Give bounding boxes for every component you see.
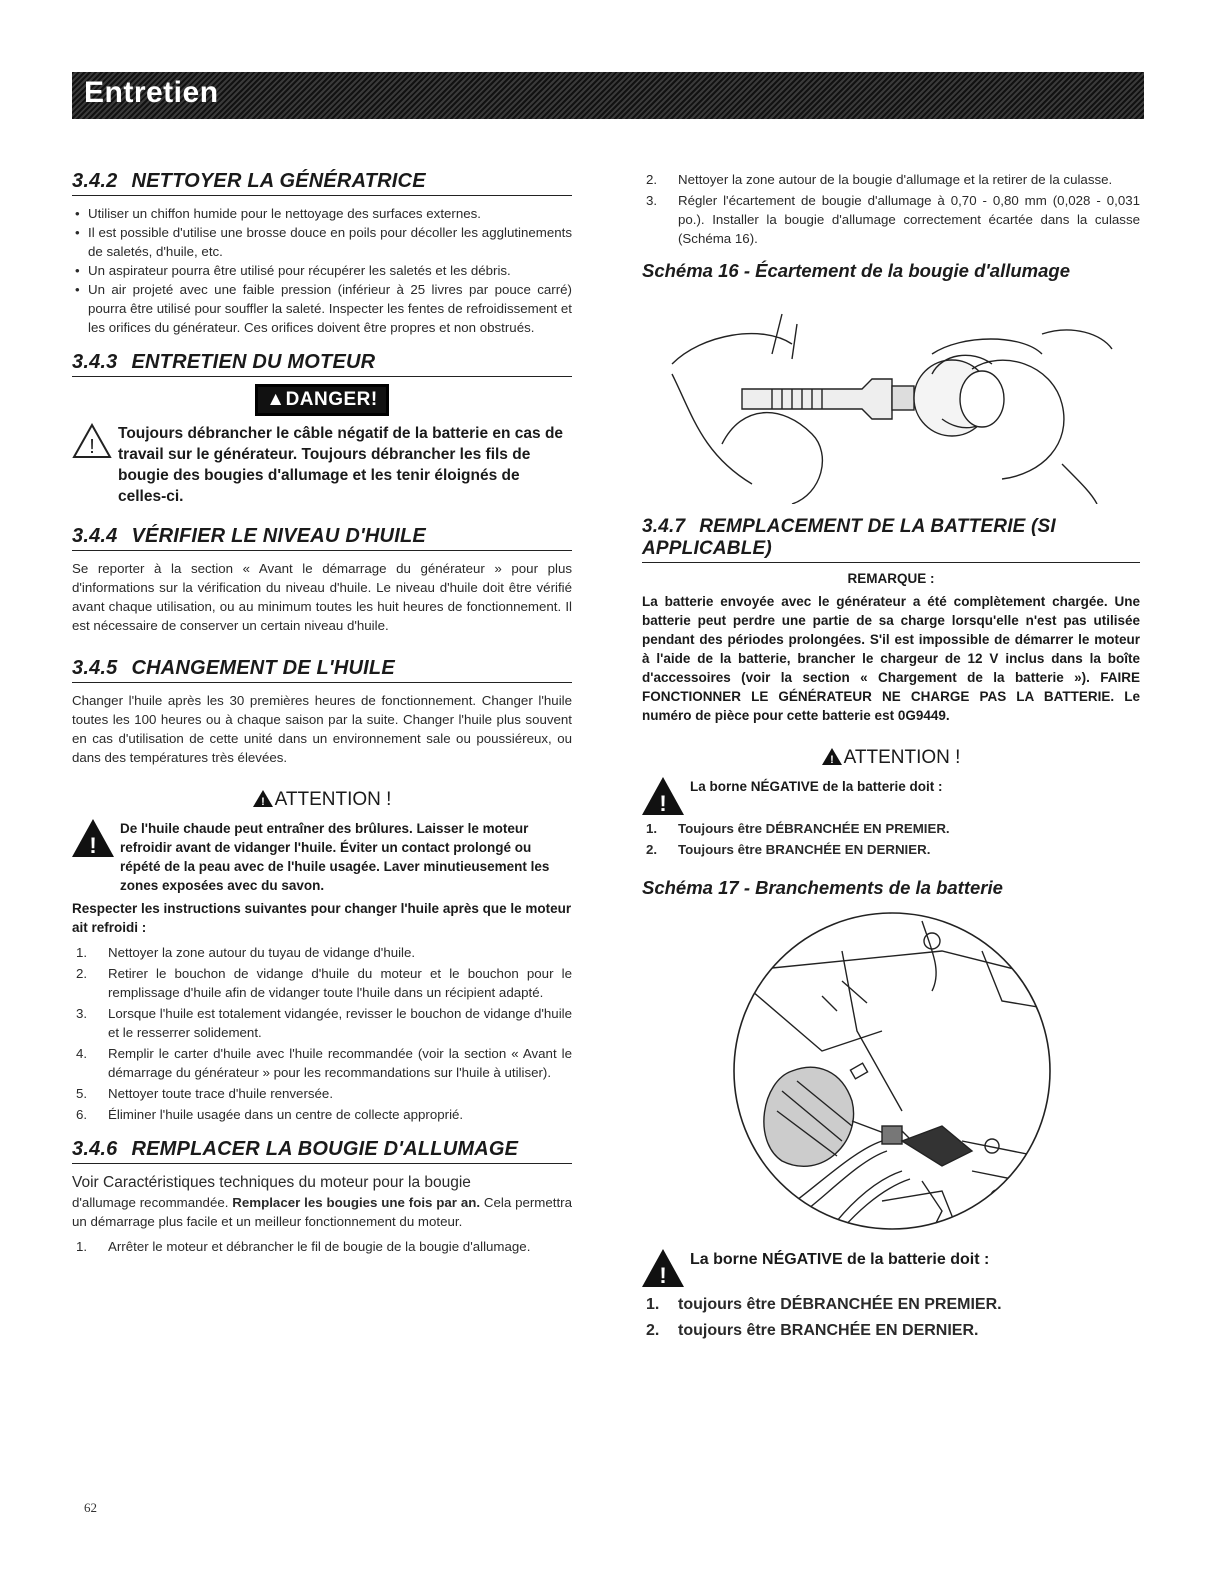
- section-title: REMPLACEMENT DE LA BATTERIE (SI APPLICABLE): [642, 516, 1056, 559]
- svg-text:!: !: [829, 754, 834, 765]
- step-number: 3.: [76, 1006, 88, 1021]
- step-number: 2.: [646, 842, 658, 857]
- step-number: 2.: [646, 172, 658, 187]
- step-number: 1.: [76, 945, 88, 960]
- step-number: 1.: [76, 1239, 88, 1254]
- paragraph: [72, 1193, 572, 1231]
- note-text: La batterie envoyée avec le générateur a été complètement chargée. Une batterie peut perdre une partie de sa charge lorsqu'elle n'est pas utilisée pendant des périodes prolongées. S'il est impossible de démarrer le moteur à l'aide de la batterie, brancher le chargeur de 12 V inclus dans la boîte d'accessoires (voir la section « Chargement de la batterie »). FAIRE FONCTIONNER LE GÉNÉRATEUR NE CHARGE PAS LA BATTERIE. Le numéro de pièce pour cette batterie est 0G9449.: [642, 594, 1140, 723]
- list-item: [642, 170, 1140, 189]
- section-title: VÉRIFIER LE NIVEAU D'HUILE: [131, 525, 426, 547]
- section-3-4-7: [642, 516, 1140, 1343]
- step-number: 2.: [76, 966, 88, 981]
- figure-17-caption: Schéma 17 - Branchements de la batterie: [642, 877, 1003, 898]
- section-heading: [72, 1138, 572, 1164]
- step-number: 5.: [76, 1086, 88, 1101]
- warning-triangle-icon: [72, 819, 114, 857]
- text-span: Cela permettra un démarrage plus facile et un meilleur fonctionnement du moteur.: [72, 1195, 572, 1229]
- danger-badge: [256, 385, 387, 415]
- step-number: 2.: [646, 1322, 660, 1339]
- spark-plug-steps: [72, 1237, 572, 1256]
- step-text: Toujours être BRANCHÉE EN DERNIER.: [678, 842, 931, 857]
- step-text: Régler l'écartement de bougie d'allumage à 0,70 - 0,80 mm (0,028 - 0,031 po.). Installer la bougie d'allumage correctement écartée dans la culasse (Schéma 16).: [678, 193, 1140, 246]
- warning-triangle-icon: [642, 1249, 684, 1287]
- warning-triangle-icon: [642, 777, 684, 815]
- section-number: 3.4.7: [642, 516, 686, 537]
- list-item: [72, 943, 572, 962]
- step-text: Nettoyer toute trace d'huile renversée.: [108, 1086, 334, 1101]
- list-item: • Un aspirateur pourra être utilisé pour récupérer les saletés et les débris.: [72, 261, 572, 280]
- section-banner: [72, 72, 1144, 119]
- list-item: • Utiliser un chiffon humide pour le nettoyage des surfaces externes.: [72, 204, 572, 223]
- attention-heading: [642, 747, 1140, 769]
- paragraph-lead: Voir Caractéristiques techniques du moteur pour la bougie: [72, 1174, 471, 1191]
- list-item: [642, 840, 1140, 859]
- section-3-4-5: [72, 657, 572, 1124]
- exclamation-icon: !: [370, 389, 378, 410]
- warning-outline-icon: [72, 423, 112, 459]
- list-item: [72, 1004, 572, 1042]
- step-text: Remplir le carter d'huile avec l'huile recommandée (voir la section « Avant le démarrage du générateur » pour les recommandations sur l'huile à utiliser).: [108, 1046, 572, 1080]
- instructions-intro: Respecter les instructions suivantes pour changer l'huile après que le moteur ait refroidi :: [72, 901, 572, 935]
- step-text: Nettoyer la zone autour de la bougie d'allumage et la retirer de la culasse.: [678, 172, 1113, 187]
- list-item: [72, 1237, 572, 1256]
- danger-label: DANGER: [285, 389, 371, 410]
- step-text: Arrêter le moteur et débrancher le fil de bougie de la bougie d'allumage.: [108, 1239, 531, 1254]
- list-item: • Il est possible d'utilise une brosse douce en poils pour décoller les agglutinements de saletés, d'huile, etc.: [72, 223, 572, 261]
- oil-change-steps: [72, 943, 572, 1124]
- battery-warning-steps: [642, 819, 1140, 859]
- spark-plug-illustration: [642, 294, 1140, 504]
- step-text: Lorsque l'huile est totalement vidangée, revisser le bouchon de vidange d'huile et le resserrer solidement.: [108, 1006, 572, 1040]
- svg-text:!: !: [260, 796, 265, 807]
- paragraph: Changer l'huile après les 30 premières heures de fonctionnement. Changer l'huile toutes les 100 heures ou à chaque saison par la suite. Changer l'huile plus souvent en cas d'utilisation de cette unité dans un environnement sale ou poussiéreux, ou dans des températures très élevées.: [72, 693, 572, 765]
- text-span: d'allumage recommandée.: [72, 1195, 229, 1210]
- section-3-4-4: [72, 525, 572, 635]
- section-number: 3.4.5: [72, 657, 118, 679]
- list-item: • Un air projeté avec une faible pression (inférieur à 25 livres par pouce carré) pourra être utilisé pour souffler la saleté. Inspecter les fentes de refroidissement et les orifices du générateur. Ces orifices doivent être propres et non obstrués.: [72, 280, 572, 337]
- step-text: Nettoyer la zone autour du tuyau de vidange d'huile.: [108, 945, 416, 960]
- section-title: NETTOYER LA GÉNÉRATRICE: [131, 170, 426, 192]
- list-item: [72, 1084, 572, 1103]
- list-item: [72, 1105, 572, 1124]
- section-number: 3.4.4: [72, 525, 118, 547]
- svg-text:!: !: [659, 1263, 667, 1287]
- attention-message: [642, 777, 1140, 815]
- step-number: 1.: [646, 821, 658, 836]
- section-title: REMPLACER LA BOUGIE D'ALLUMAGE: [131, 1138, 519, 1160]
- section-3-4-3: [72, 351, 572, 507]
- step-number: 4.: [76, 1046, 88, 1061]
- battery-warning-steps-2: [642, 1293, 1140, 1343]
- section-number: 3.4.6: [72, 1138, 118, 1160]
- figure-17-battery-connections: [642, 911, 1140, 1241]
- section-title: CHANGEMENT DE L'HUILE: [131, 657, 395, 679]
- svg-text:!: !: [89, 833, 97, 857]
- section-heading: [72, 525, 572, 551]
- warning-text: De l'huile chaude peut entraîner des brûlures. Laisser le moteur refroidir avant de vidanger l'huile. Éviter un contact prolongé ou répété de la peau avec de l'huile usagée. Laver minutieusement les zones exposées avec du savon.: [120, 821, 550, 893]
- battery-connections-illustration: [642, 911, 1140, 1241]
- spark-plug-steps-continued: [642, 170, 1140, 248]
- section-3-4-6: [72, 1138, 572, 1256]
- svg-text:!: !: [89, 436, 95, 458]
- warning-text: La borne NÉGATIVE de la batterie doit :: [690, 779, 943, 794]
- section-title: ENTRETIEN DU MOTEUR: [131, 351, 376, 373]
- figure-16-spark-plug-gap: [642, 294, 1140, 504]
- section-heading: [72, 170, 572, 196]
- list-item: [72, 964, 572, 1002]
- list-item: [642, 1293, 1140, 1317]
- bullet-list: [72, 204, 572, 337]
- right-column: [642, 170, 1140, 1345]
- warning-triangle-icon: [822, 748, 842, 765]
- section-heading: [72, 351, 572, 377]
- step-number: 6.: [76, 1107, 88, 1122]
- warning-text: La borne NÉGATIVE de la batterie doit :: [690, 1251, 990, 1268]
- section-heading: [72, 657, 572, 683]
- list-item: [642, 1319, 1140, 1343]
- step-text: toujours être BRANCHÉE EN DERNIER.: [678, 1322, 979, 1339]
- step-number: 3.: [646, 193, 658, 208]
- section-number: 3.4.2: [72, 170, 118, 192]
- attention-label: ATTENTION !: [274, 789, 392, 810]
- section-number: 3.4.3: [72, 351, 118, 373]
- list-item: [642, 819, 1140, 838]
- left-column: [72, 170, 572, 1258]
- list-item: [72, 1044, 572, 1082]
- section-3-4-2: [72, 170, 572, 337]
- step-text: Retirer le bouchon de vidange d'huile du moteur et le bouchon pour le remplissage d'huile afin de vidanger toute l'huile dans un récipient adapté.: [108, 966, 572, 1000]
- section-heading: [642, 516, 1140, 563]
- step-number: 1.: [646, 1296, 660, 1313]
- step-text: Toujours être DÉBRANCHÉE EN PREMIER.: [678, 821, 950, 836]
- note-label: REMARQUE :: [847, 571, 935, 586]
- attention-heading: [72, 789, 572, 811]
- attention-message-2: [642, 1249, 1140, 1287]
- list-item: [642, 191, 1140, 248]
- step-text: toujours être DÉBRANCHÉE EN PREMIER.: [678, 1296, 1002, 1313]
- paragraph: Se reporter à la section « Avant le démarrage du générateur » pour plus d'informations sur la vérification du niveau d'huile. Le niveau d'huile doit être vérifié avant chaque utilisation, ou au minimum toutes les huit heures de fonctionnement. Il est nécessaire de conserver un certain niveau d'huile.: [72, 561, 572, 633]
- page-number: 62: [84, 1500, 97, 1515]
- page-title: Entretien: [84, 76, 219, 109]
- danger-text: Toujours débrancher le câble négatif de la batterie en cas de travail sur le générateur. Toujours débrancher les fils de bougie des bougies d'allumage et les tenir éloignés de celles-ci.: [118, 425, 564, 505]
- figure-16-caption: Schéma 16 - Écartement de la bougie d'allumage: [642, 260, 1070, 281]
- warning-triangle-icon: [253, 790, 273, 807]
- danger-message: [72, 423, 572, 507]
- bold-text: Remplacer les bougies une fois par an.: [232, 1195, 481, 1210]
- svg-text:!: !: [659, 791, 667, 815]
- warning-triangle-icon: ▲: [266, 389, 286, 410]
- attention-label: ATTENTION !: [843, 747, 961, 768]
- danger-badge-wrap: [72, 385, 572, 415]
- step-text: Éliminer l'huile usagée dans un centre de collecte approprié.: [108, 1107, 464, 1122]
- attention-message: [72, 819, 572, 895]
